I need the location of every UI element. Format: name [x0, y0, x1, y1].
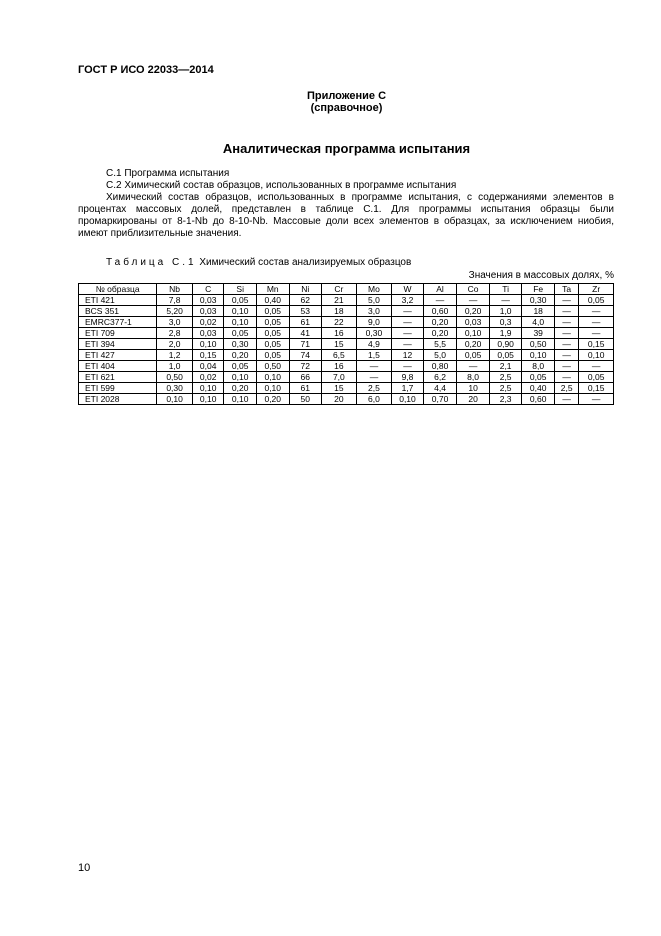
table-cell: — [579, 361, 614, 372]
table-cell: — [392, 339, 424, 350]
table-cell: 0,03 [192, 306, 224, 317]
composition-table [78, 283, 614, 405]
table-cell: 0,04 [192, 361, 224, 372]
table-cell: — [489, 295, 522, 306]
table-cell: 0,05 [224, 328, 257, 339]
table-cell: 0,50 [522, 339, 555, 350]
sample-id-cell: ETI 599 [79, 383, 157, 394]
table-cell: 9,0 [356, 317, 392, 328]
table-cell: 0,05 [579, 295, 614, 306]
sample-id-cell: ETI 2028 [79, 394, 157, 405]
table-cell: 1,7 [392, 383, 424, 394]
table-cell: 0,05 [256, 328, 289, 339]
table-cell: 0,30 [356, 328, 392, 339]
table-cell: 0,10 [224, 372, 257, 383]
table-cell: 0,05 [224, 361, 257, 372]
table-cell: 0,90 [489, 339, 522, 350]
table-row [79, 328, 614, 339]
table-cell: 0,05 [457, 350, 490, 361]
table-cell: — [579, 328, 614, 339]
table-cell: 1,0 [489, 306, 522, 317]
table-cell: — [579, 317, 614, 328]
table-cell: — [392, 317, 424, 328]
table-caption-text: Химический состав анализируемых образцов [199, 257, 412, 268]
table-row [79, 350, 614, 361]
table-cell: 0,10 [457, 328, 490, 339]
table-cell: 0,20 [457, 306, 490, 317]
table-row [79, 372, 614, 383]
table-cell: 0,3 [489, 317, 522, 328]
table-cell: 2,0 [157, 339, 193, 350]
table-header-row [79, 284, 614, 295]
table-cell: 2,5 [489, 383, 522, 394]
table-cell: 0,10 [392, 394, 424, 405]
table-cell: 0,15 [192, 350, 224, 361]
column-header: Fe [522, 284, 555, 295]
table-cell: 4,9 [356, 339, 392, 350]
table-caption-label: Таблица С.1 [106, 257, 197, 268]
table-cell: 0,10 [157, 394, 193, 405]
table-cell: — [554, 372, 578, 383]
column-header: Si [224, 284, 257, 295]
paragraph-description: Химический состав образцов, использованных в программе испытания, с содержаниями элементов в процентах массовых долей, представлен в таблице С.1. Для программы испытания образцы были промаркированы от 8-1-Nb до 8-10-Nb. Массовые доли всех элементов в образцах, за исключением ниобия, имеют приблизительные значения. [78, 192, 614, 239]
table-cell: 0,30 [224, 339, 257, 350]
table-cell: 0,05 [522, 372, 555, 383]
table-cell: 0,05 [256, 339, 289, 350]
table-cell: 53 [289, 306, 322, 317]
table-cell: 0,20 [224, 350, 257, 361]
table-cell: — [554, 350, 578, 361]
table-body [79, 295, 614, 405]
table-cell: 0,20 [423, 317, 457, 328]
table-cell: 8,0 [522, 361, 555, 372]
table-cell: 8,0 [457, 372, 490, 383]
table-cell: 5,0 [423, 350, 457, 361]
table-cell: 0,60 [522, 394, 555, 405]
table-cell: 2,8 [157, 328, 193, 339]
table-cell: 0,70 [423, 394, 457, 405]
table-cell: 0,10 [192, 383, 224, 394]
table-cell: — [554, 306, 578, 317]
table-cell: 0,15 [579, 383, 614, 394]
table-row [79, 339, 614, 350]
table-caption [106, 257, 411, 268]
table-cell: — [356, 361, 392, 372]
table-cell: 74 [289, 350, 322, 361]
sample-id-cell: ETI 394 [79, 339, 157, 350]
table-cell: — [457, 295, 490, 306]
table-cell: 3,0 [356, 306, 392, 317]
table-cell: 12 [392, 350, 424, 361]
table-cell: 2,5 [554, 383, 578, 394]
table-cell: 71 [289, 339, 322, 350]
table-cell: — [392, 361, 424, 372]
table-cell: — [554, 328, 578, 339]
sample-id-cell: ETI 427 [79, 350, 157, 361]
table-cell: 0,03 [192, 328, 224, 339]
table-cell: 4,0 [522, 317, 555, 328]
paragraph-c1: С.1 Программа испытания [106, 168, 230, 179]
sample-id-cell: EMRC377-1 [79, 317, 157, 328]
table-cell: 39 [522, 328, 555, 339]
table-cell: 1,0 [157, 361, 193, 372]
column-header: № образца [79, 284, 157, 295]
table-cell: 0,05 [489, 350, 522, 361]
table-cell: 41 [289, 328, 322, 339]
table-cell: 9,8 [392, 372, 424, 383]
table-cell: 0,10 [224, 394, 257, 405]
table-cell: 0,20 [457, 339, 490, 350]
table-cell: — [392, 328, 424, 339]
page-number: 10 [78, 862, 91, 874]
table-cell: 0,10 [256, 372, 289, 383]
table-cell: 0,03 [192, 295, 224, 306]
table-cell: 4,4 [423, 383, 457, 394]
table-cell: 72 [289, 361, 322, 372]
table-cell: 0,40 [256, 295, 289, 306]
column-header: Ni [289, 284, 322, 295]
table-cell: 0,10 [224, 306, 257, 317]
table-cell: 1,2 [157, 350, 193, 361]
table-cell: 16 [322, 328, 357, 339]
column-header: Nb [157, 284, 193, 295]
table-cell: — [554, 361, 578, 372]
table-cell: 0,10 [522, 350, 555, 361]
document-code: ГОСТ Р ИСО 22033—2014 [78, 64, 214, 76]
table-cell: 0,20 [256, 394, 289, 405]
table-cell: 62 [289, 295, 322, 306]
appendix-title: Приложение С [306, 90, 387, 102]
column-header: W [392, 284, 424, 295]
table-cell: — [554, 394, 578, 405]
column-header: Co [457, 284, 490, 295]
column-header: Cr [322, 284, 357, 295]
table-cell: 0,05 [256, 317, 289, 328]
table-cell: 0,02 [192, 372, 224, 383]
table-cell: 2,5 [356, 383, 392, 394]
table-cell: 0,02 [192, 317, 224, 328]
table-cell: 15 [322, 383, 357, 394]
section-title: Аналитическая программа испытания [222, 141, 471, 156]
table-cell: 6,5 [322, 350, 357, 361]
table-cell: 0,10 [192, 394, 224, 405]
table-cell: 0,10 [224, 317, 257, 328]
table-cell: 20 [457, 394, 490, 405]
column-header: Ti [489, 284, 522, 295]
table-cell: 61 [289, 317, 322, 328]
table-cell: 0,15 [579, 339, 614, 350]
table-cell: 0,60 [423, 306, 457, 317]
table-cell: 3,2 [392, 295, 424, 306]
sample-id-cell: ETI 621 [79, 372, 157, 383]
table-cell: 0,80 [423, 361, 457, 372]
table-cell: 21 [322, 295, 357, 306]
table-cell: 0,10 [256, 383, 289, 394]
column-header: Mo [356, 284, 392, 295]
table-cell: 0,05 [256, 350, 289, 361]
table-cell: 18 [522, 306, 555, 317]
table-cell: — [554, 295, 578, 306]
table-cell: 3,0 [157, 317, 193, 328]
table-cell: 6,2 [423, 372, 457, 383]
table-row [79, 383, 614, 394]
table-cell: — [579, 394, 614, 405]
table-cell: 0,05 [224, 295, 257, 306]
column-header: Mn [256, 284, 289, 295]
table-cell: — [356, 372, 392, 383]
table-cell: 0,20 [224, 383, 257, 394]
table-cell: — [554, 317, 578, 328]
table-cell: 0,40 [522, 383, 555, 394]
table-cell: 0,05 [579, 372, 614, 383]
table-cell: 2,1 [489, 361, 522, 372]
table-cell: 1,9 [489, 328, 522, 339]
table-cell: — [392, 306, 424, 317]
table-cell: 15 [322, 339, 357, 350]
table-cell: 20 [322, 394, 357, 405]
table-cell: 2,3 [489, 394, 522, 405]
table-cell: 0,10 [192, 339, 224, 350]
table-cell: 5,20 [157, 306, 193, 317]
table-row [79, 306, 614, 317]
table-cell: 0,10 [579, 350, 614, 361]
sample-id-cell: ETI 404 [79, 361, 157, 372]
table-cell: 18 [322, 306, 357, 317]
table-units: Значения в массовых долях, % [468, 270, 614, 281]
sample-id-cell: ETI 709 [79, 328, 157, 339]
table-cell: 22 [322, 317, 357, 328]
table-cell: 61 [289, 383, 322, 394]
table-row [79, 317, 614, 328]
table-cell: 10 [457, 383, 490, 394]
table-cell: 66 [289, 372, 322, 383]
paragraph-c2: С.2 Химический состав образцов, использованных в программе испытания [106, 180, 457, 191]
table-cell: 0,30 [157, 383, 193, 394]
table-cell: 5,5 [423, 339, 457, 350]
column-header: Zr [579, 284, 614, 295]
appendix-subtitle: (справочное) [310, 102, 383, 114]
table-cell: 2,5 [489, 372, 522, 383]
column-header: C [192, 284, 224, 295]
table-cell: 50 [289, 394, 322, 405]
appendix-heading [0, 90, 661, 114]
table-cell: — [554, 339, 578, 350]
table-cell: 7,8 [157, 295, 193, 306]
table-row [79, 394, 614, 405]
column-header: Ta [554, 284, 578, 295]
table-cell: 0,30 [522, 295, 555, 306]
table-cell: 1,5 [356, 350, 392, 361]
table-cell: 0,20 [423, 328, 457, 339]
table-cell: 0,05 [256, 306, 289, 317]
table-cell: — [579, 306, 614, 317]
sample-id-cell: ETI 421 [79, 295, 157, 306]
table-cell: 6,0 [356, 394, 392, 405]
body-text [78, 168, 614, 240]
column-header: Al [423, 284, 457, 295]
table-cell: — [423, 295, 457, 306]
table-row [79, 295, 614, 306]
table-cell: 7,0 [322, 372, 357, 383]
sample-id-cell: BCS 351 [79, 306, 157, 317]
table-cell: 16 [322, 361, 357, 372]
table-cell: 0,50 [256, 361, 289, 372]
table-cell: 5,0 [356, 295, 392, 306]
table-cell: 0,03 [457, 317, 490, 328]
table-row [79, 361, 614, 372]
table-cell: — [457, 361, 490, 372]
table-cell: 0,50 [157, 372, 193, 383]
